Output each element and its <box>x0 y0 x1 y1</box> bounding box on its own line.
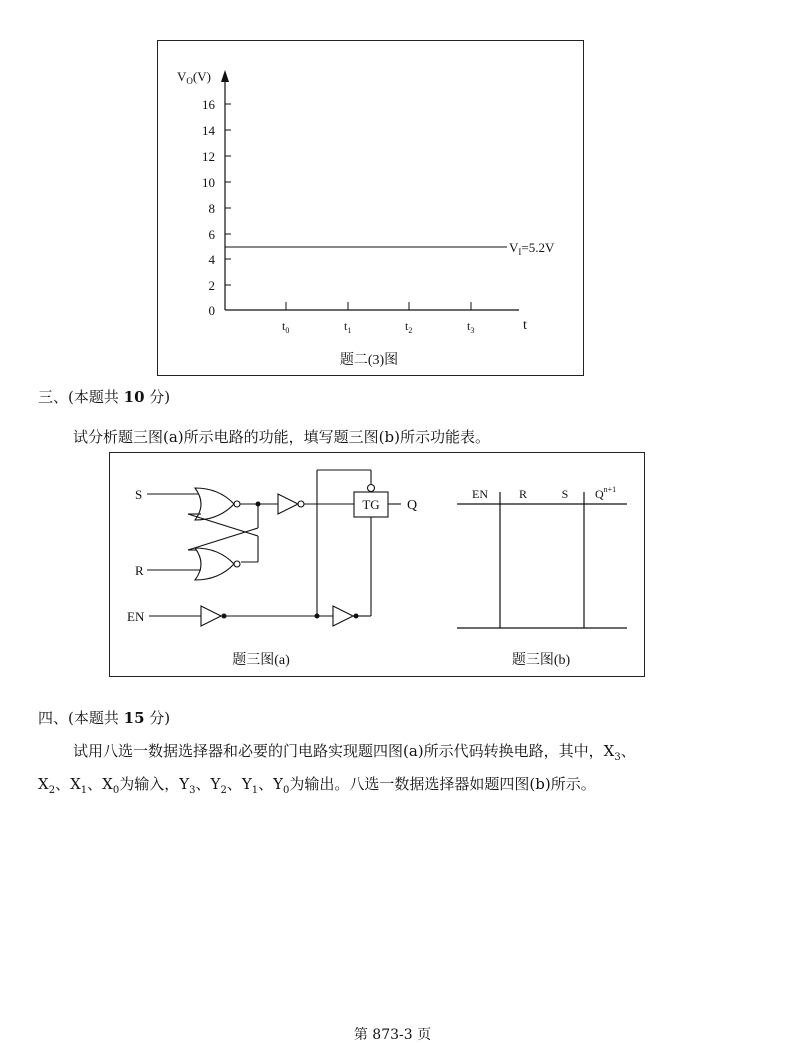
section-3-text: 试分析题三图(a)所示电路的功能，填写题三图(b)所示功能表。 <box>73 428 490 446</box>
y-axis-label: $V_O(V)$ <box>177 69 211 86</box>
voltage-chart <box>157 40 584 376</box>
y-tick-16: 16 <box>202 97 215 112</box>
y-tick-4: 4 <box>208 252 215 267</box>
y-tick-0: 0 <box>208 303 215 318</box>
x-tick-t2: $t_2$ <box>405 319 413 335</box>
figure-2-caption: 题二(3)图 <box>339 353 399 368</box>
x-tick-t1: $t_1$ <box>344 319 352 335</box>
y-tick-8: 8 <box>208 201 215 216</box>
label-en: EN <box>127 609 145 624</box>
y-tick-14: 14 <box>202 123 215 138</box>
tg-label: TG <box>362 497 380 512</box>
x-ticks <box>286 302 471 310</box>
y-tick-12: 12 <box>202 149 215 164</box>
y-tick-10: 10 <box>202 175 215 190</box>
y-tick-labels <box>202 97 216 318</box>
circuit-diagram <box>109 452 645 677</box>
y-tick-6: 6 <box>208 227 215 242</box>
section-4-line-1: 试用八选一数据选择器和必要的门电路实现题四图(a)所示代码转换电路，其中，$X_3$、 <box>73 742 636 763</box>
table-header-r: R <box>518 487 528 501</box>
y-axis-arrow <box>221 70 229 82</box>
section-3-heading: 三、(本题共 10 分) <box>38 388 171 406</box>
x-tick-t0: $t_0$ <box>282 319 290 335</box>
y-ticks <box>225 104 231 285</box>
section-4-line-2: $X_2$、$X_1$、$X_0$为输入，$Y_3$、$Y_2$、$Y_1$、$Y_0$为输出。八选一数据选择器如题四图(b)所示。 <box>38 775 596 796</box>
page-number: 第 873-3 页 <box>353 1027 432 1043</box>
section-4-heading: 四、(本题共 15 分) <box>38 709 171 727</box>
x-axis-label: t <box>523 318 527 333</box>
label-q: Q <box>407 498 418 513</box>
caption-3a: 题三图(a) <box>232 653 290 668</box>
x-tick-labels <box>282 319 474 335</box>
x-tick-t3: $t_3$ <box>467 319 475 335</box>
table-header-en: EN <box>472 487 488 501</box>
table-header-q: $Q^{n+1}$ <box>595 485 617 501</box>
label-s: S <box>135 487 143 502</box>
vi-label: $V_I=5.2V$ <box>509 240 555 257</box>
caption-3b: 题三图(b) <box>511 653 571 668</box>
y-tick-2: 2 <box>208 278 215 293</box>
label-r: R <box>135 563 144 578</box>
table-header-s: S <box>561 487 569 501</box>
